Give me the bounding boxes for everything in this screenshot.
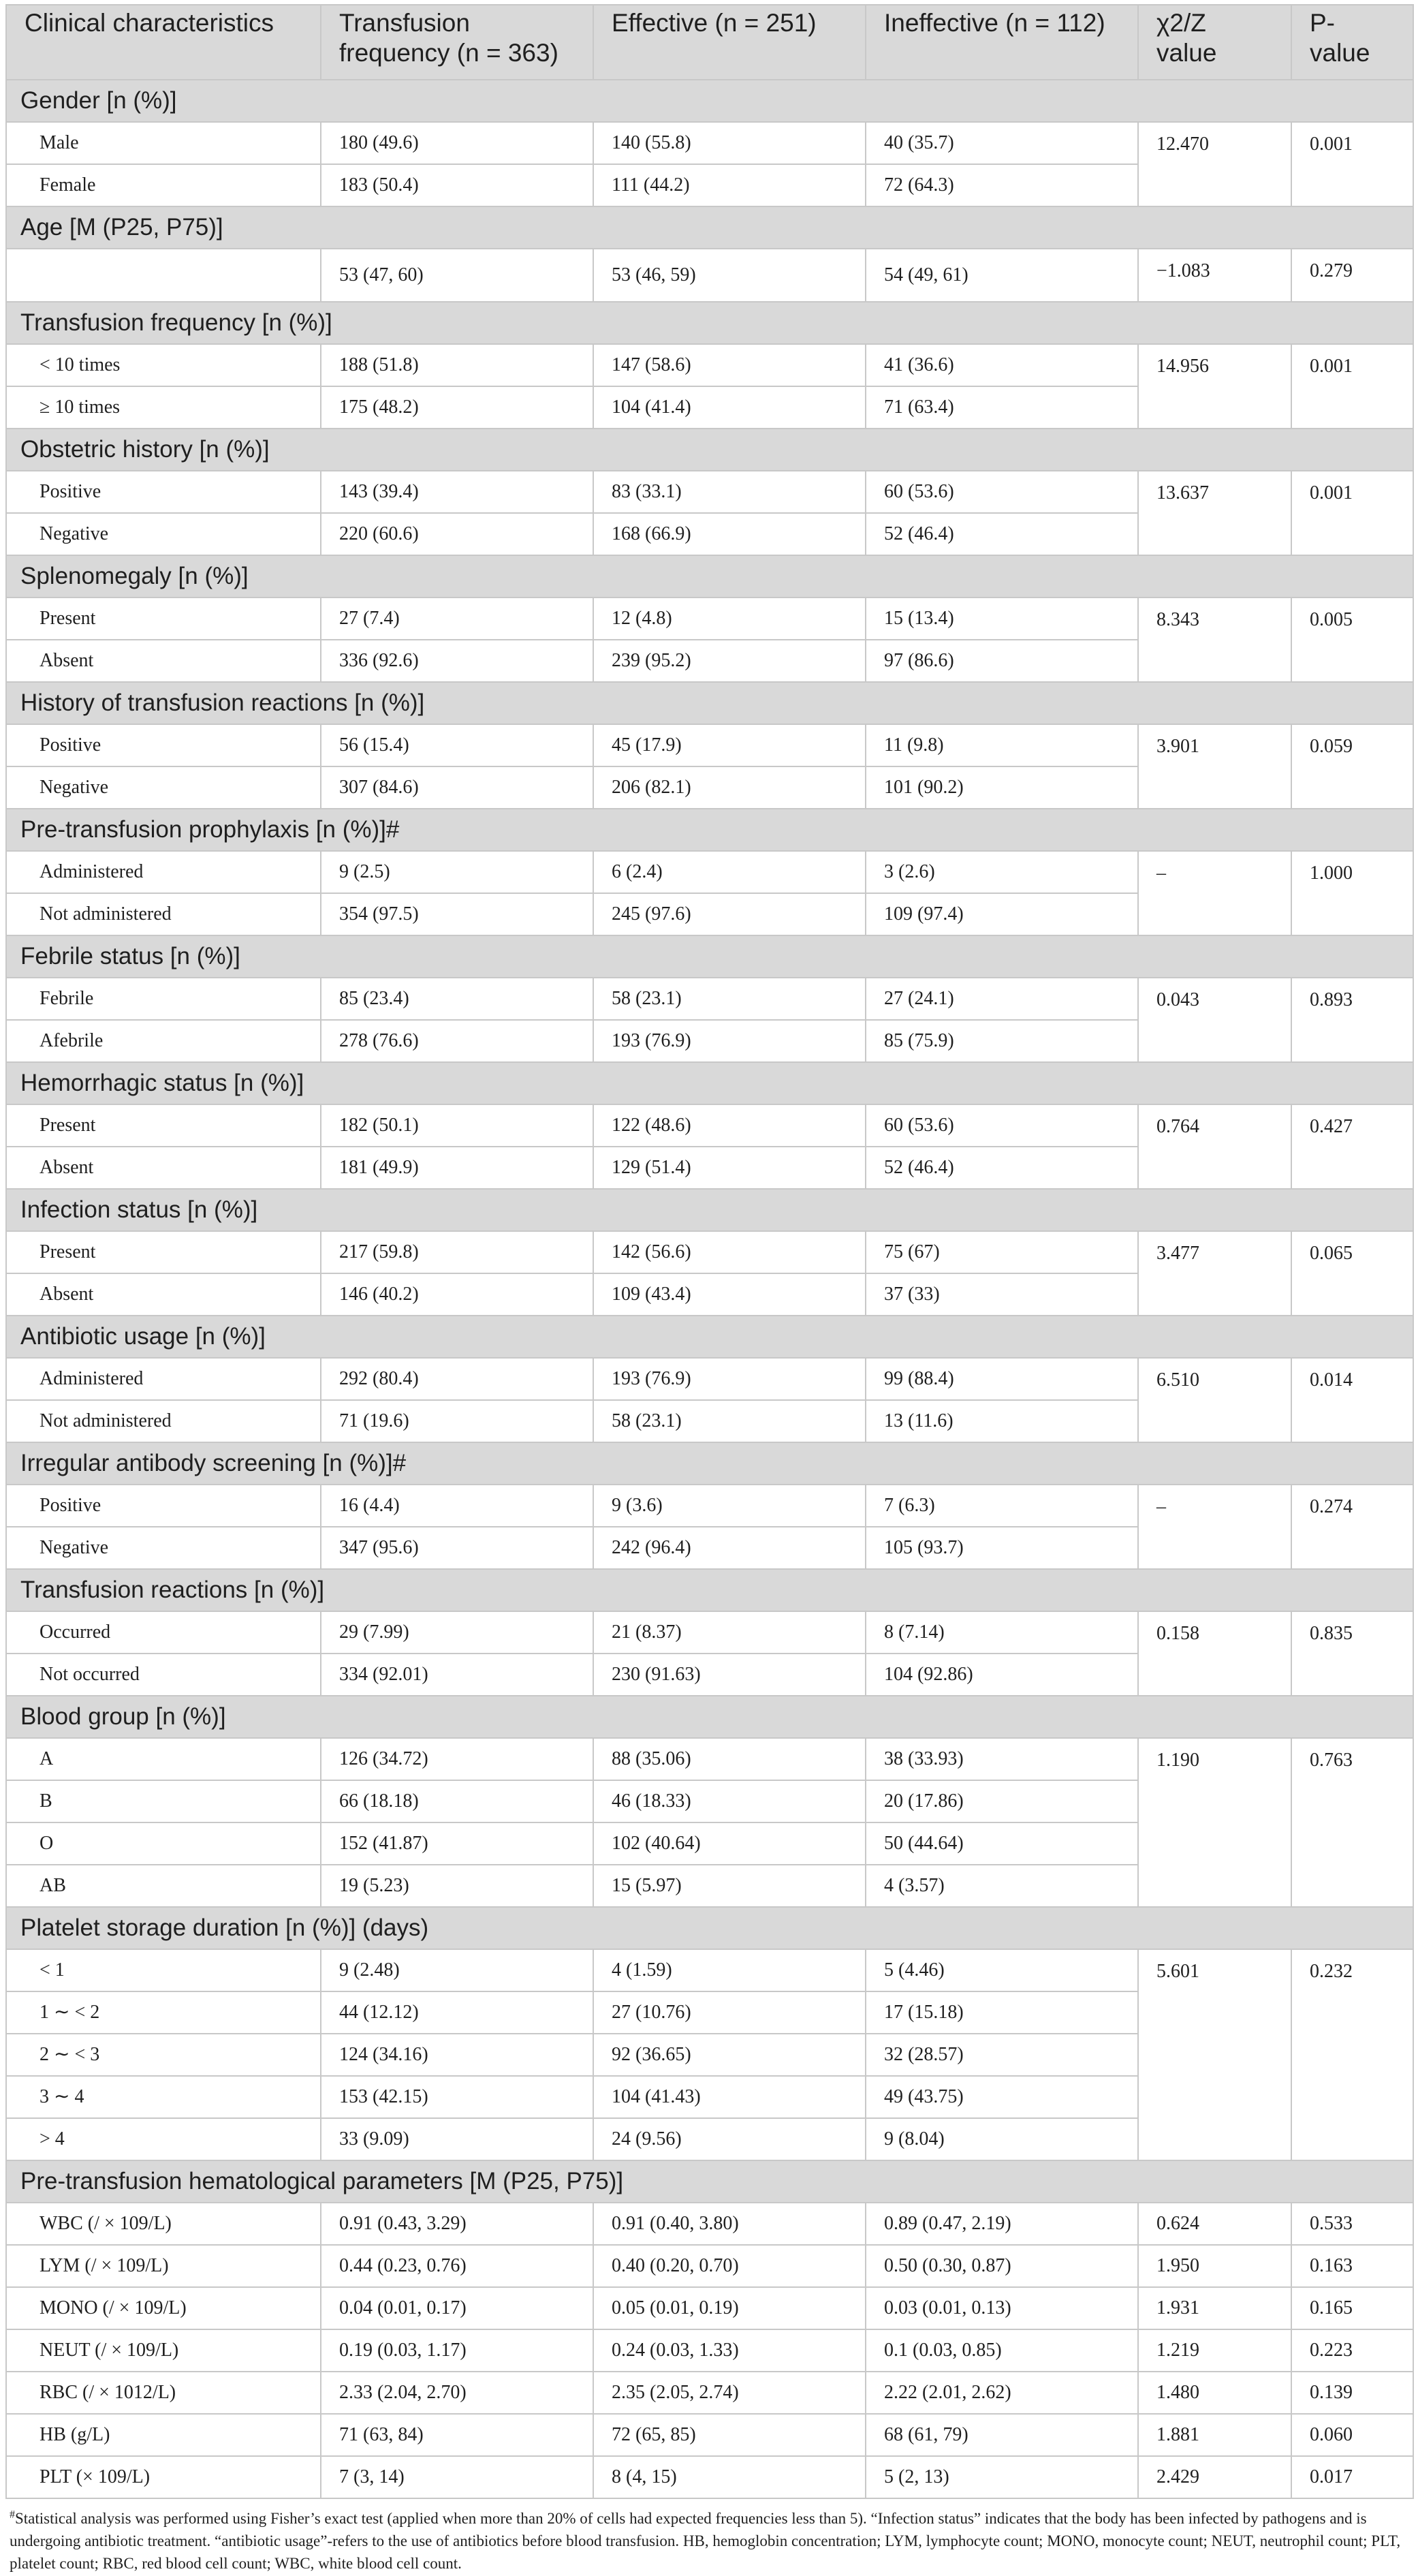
cell-p-value: 0.165: [1291, 2287, 1413, 2329]
table-body: [6, 80, 1413, 2498]
cell-transfusion-frequency: 220 (60.6): [321, 513, 593, 555]
cell-ineffective: 17 (15.18): [866, 1991, 1138, 2034]
cell-ineffective: 5 (4.46): [866, 1949, 1138, 1991]
header-statistic: χ2/Z value: [1138, 5, 1291, 80]
cell-ineffective: 85 (75.9): [866, 1020, 1138, 1062]
group-header-row: [6, 935, 1413, 978]
cell-transfusion-frequency: 16 (4.4): [321, 1485, 593, 1527]
header-characteristics: Clinical characteristics: [6, 5, 321, 80]
cell-transfusion-frequency: 27 (7.4): [321, 598, 593, 640]
cell-p-value: 0.163: [1291, 2245, 1413, 2287]
cell-ineffective: 101 (90.2): [866, 766, 1138, 809]
row-label: ≥ 10 times: [6, 386, 321, 429]
cell-effective: 9 (3.6): [593, 1485, 866, 1527]
row-label: Present: [6, 1104, 321, 1147]
row-label: PLT (× 109/L): [6, 2456, 321, 2498]
cell-ineffective: 37 (33): [866, 1273, 1138, 1316]
cell-statistic: 1.219: [1138, 2329, 1291, 2372]
cell-p-value: 0.065: [1291, 1231, 1413, 1316]
cell-statistic: 0.624: [1138, 2203, 1291, 2245]
cell-effective: 0.24 (0.03, 1.33): [593, 2329, 866, 2372]
cell-ineffective: 50 (44.64): [866, 1822, 1138, 1865]
row-label: Negative: [6, 513, 321, 555]
cell-effective: 92 (36.65): [593, 2034, 866, 2076]
cell-statistic: 1.190: [1138, 1738, 1291, 1907]
clinical-characteristics-table: [5, 4, 1414, 2499]
row-label: Absent: [6, 640, 321, 682]
table-row: [6, 2245, 1413, 2287]
cell-transfusion-frequency: 9 (2.48): [321, 1949, 593, 1991]
cell-p-value: 0.017: [1291, 2456, 1413, 2498]
cell-effective: 58 (23.1): [593, 978, 866, 1020]
cell-ineffective: 0.89 (0.47, 2.19): [866, 2203, 1138, 2245]
table-row: [6, 1738, 1413, 1780]
group-title: Age [M (P25, P75)]: [6, 206, 1413, 249]
row-label: Absent: [6, 1147, 321, 1189]
cell-ineffective: 99 (88.4): [866, 1358, 1138, 1400]
cell-transfusion-frequency: 53 (47, 60): [321, 249, 593, 302]
cell-effective: 193 (76.9): [593, 1358, 866, 1400]
row-label: Male: [6, 122, 321, 164]
header-ineffective: Ineffective (n = 112): [866, 5, 1138, 80]
cell-effective: 58 (23.1): [593, 1400, 866, 1442]
cell-p-value: 0.279: [1291, 249, 1413, 302]
row-label: [6, 249, 321, 302]
cell-transfusion-frequency: 124 (34.16): [321, 2034, 593, 2076]
group-header-row: [6, 80, 1413, 122]
table-row: [6, 1611, 1413, 1654]
group-title: Irregular antibody screening [n (%)]#: [6, 1442, 1413, 1485]
cell-ineffective: 5 (2, 13): [866, 2456, 1138, 2498]
cell-ineffective: 32 (28.57): [866, 2034, 1138, 2076]
table-row: [6, 2287, 1413, 2329]
table-row: [6, 2456, 1413, 2498]
cell-ineffective: 105 (93.7): [866, 1527, 1138, 1569]
cell-effective: 109 (43.4): [593, 1273, 866, 1316]
cell-transfusion-frequency: 180 (49.6): [321, 122, 593, 164]
cell-ineffective: 40 (35.7): [866, 122, 1138, 164]
cell-p-value: 0.274: [1291, 1485, 1413, 1569]
group-title: Febrile status [n (%)]: [6, 935, 1413, 978]
cell-p-value: 0.005: [1291, 598, 1413, 682]
group-header-row: [6, 555, 1413, 598]
cell-statistic: 1.480: [1138, 2372, 1291, 2414]
table-row: [6, 2414, 1413, 2456]
row-label: B: [6, 1780, 321, 1822]
cell-ineffective: 60 (53.6): [866, 1104, 1138, 1147]
cell-transfusion-frequency: 9 (2.5): [321, 851, 593, 893]
table-row: [6, 724, 1413, 766]
table-row: [6, 598, 1413, 640]
cell-ineffective: 54 (49, 61): [866, 249, 1138, 302]
row-label: Present: [6, 598, 321, 640]
cell-ineffective: 27 (24.1): [866, 978, 1138, 1020]
group-title: Antibiotic usage [n (%)]: [6, 1316, 1413, 1358]
footnote-text: Statistical analysis was performed using Fisher’s exact test (applied when more than 20% of cells had expected frequencies less than 5). “Infection status” indicates that the body has been infected by pathogens and is undergoing antibiotic treatment. “antibiotic usage”-refers to the use of antibiotics before blood transfusion. HB, hemoglobin concentration; LYM, lymphocyte count; MONO, monocyte count; NEUT, neutrophil count; PLT, platelet count; RBC, red blood cell count; WBC, white blood cell count.: [10, 2510, 1401, 2572]
cell-transfusion-frequency: 334 (92.01): [321, 1654, 593, 1696]
cell-ineffective: 8 (7.14): [866, 1611, 1138, 1654]
cell-ineffective: 71 (63.4): [866, 386, 1138, 429]
cell-transfusion-frequency: 175 (48.2): [321, 386, 593, 429]
group-title: Blood group [n (%)]: [6, 1696, 1413, 1738]
cell-ineffective: 52 (46.4): [866, 513, 1138, 555]
cell-effective: 88 (35.06): [593, 1738, 866, 1780]
row-label: Febrile: [6, 978, 321, 1020]
cell-ineffective: 0.50 (0.30, 0.87): [866, 2245, 1138, 2287]
cell-effective: 27 (10.76): [593, 1991, 866, 2034]
cell-transfusion-frequency: 146 (40.2): [321, 1273, 593, 1316]
cell-transfusion-frequency: 0.91 (0.43, 3.29): [321, 2203, 593, 2245]
row-label: < 10 times: [6, 344, 321, 386]
cell-ineffective: 4 (3.57): [866, 1865, 1138, 1907]
row-label: Not occurred: [6, 1654, 321, 1696]
cell-ineffective: 75 (67): [866, 1231, 1138, 1273]
cell-ineffective: 68 (61, 79): [866, 2414, 1138, 2456]
group-header-row: [6, 809, 1413, 851]
cell-transfusion-frequency: 336 (92.6): [321, 640, 593, 682]
cell-p-value: 0.223: [1291, 2329, 1413, 2372]
table-row: [6, 2203, 1413, 2245]
cell-transfusion-frequency: 56 (15.4): [321, 724, 593, 766]
cell-transfusion-frequency: 182 (50.1): [321, 1104, 593, 1147]
row-label: LYM (/ × 109/L): [6, 2245, 321, 2287]
cell-statistic: –: [1138, 1485, 1291, 1569]
group-title: Pre-transfusion hematological parameters [M (P25, P75)]: [6, 2160, 1413, 2203]
cell-ineffective: 38 (33.93): [866, 1738, 1138, 1780]
row-label: Negative: [6, 766, 321, 809]
cell-effective: 193 (76.9): [593, 1020, 866, 1062]
cell-effective: 142 (56.6): [593, 1231, 866, 1273]
table-row: [6, 122, 1413, 164]
row-label: Administered: [6, 1358, 321, 1400]
row-label: Afebrile: [6, 1020, 321, 1062]
cell-effective: 4 (1.59): [593, 1949, 866, 1991]
table-document: [5, 4, 1413, 2575]
cell-effective: 104 (41.4): [593, 386, 866, 429]
cell-transfusion-frequency: 152 (41.87): [321, 1822, 593, 1865]
cell-ineffective: 13 (11.6): [866, 1400, 1138, 1442]
cell-effective: 15 (5.97): [593, 1865, 866, 1907]
group-title: Infection status [n (%)]: [6, 1189, 1413, 1231]
cell-p-value: 0.232: [1291, 1949, 1413, 2160]
group-title: Platelet storage duration [n (%)] (days): [6, 1907, 1413, 1949]
cell-ineffective: 20 (17.86): [866, 1780, 1138, 1822]
row-label: 3 ∼ 4: [6, 2076, 321, 2118]
table-row: [6, 1485, 1413, 1527]
cell-ineffective: 3 (2.6): [866, 851, 1138, 893]
cell-statistic: 13.637: [1138, 471, 1291, 555]
table-row: [6, 1358, 1413, 1400]
group-header-row: [6, 302, 1413, 344]
row-label: < 1: [6, 1949, 321, 1991]
cell-p-value: 0.533: [1291, 2203, 1413, 2245]
cell-p-value: 0.059: [1291, 724, 1413, 809]
group-header-row: [6, 1189, 1413, 1231]
row-label: Administered: [6, 851, 321, 893]
row-label: > 4: [6, 2118, 321, 2160]
table-row: [6, 2372, 1413, 2414]
cell-p-value: 1.000: [1291, 851, 1413, 935]
cell-ineffective: 109 (97.4): [866, 893, 1138, 935]
cell-transfusion-frequency: 188 (51.8): [321, 344, 593, 386]
row-label: Female: [6, 164, 321, 206]
cell-transfusion-frequency: 0.04 (0.01, 0.17): [321, 2287, 593, 2329]
group-title: History of transfusion reactions [n (%)]: [6, 682, 1413, 724]
cell-effective: 53 (46, 59): [593, 249, 866, 302]
cell-ineffective: 9 (8.04): [866, 2118, 1138, 2160]
cell-effective: 111 (44.2): [593, 164, 866, 206]
cell-statistic: 2.429: [1138, 2456, 1291, 2498]
cell-effective: 102 (40.64): [593, 1822, 866, 1865]
cell-statistic: 1.931: [1138, 2287, 1291, 2329]
cell-statistic: 0.764: [1138, 1104, 1291, 1189]
cell-effective: 129 (51.4): [593, 1147, 866, 1189]
cell-ineffective: 0.1 (0.03, 0.85): [866, 2329, 1138, 2372]
table-footnote: [5, 2499, 1413, 2575]
row-label: Negative: [6, 1527, 321, 1569]
row-label: RBC (/ × 1012/L): [6, 2372, 321, 2414]
table-row: [6, 471, 1413, 513]
cell-statistic: 8.343: [1138, 598, 1291, 682]
cell-statistic: −1.083: [1138, 249, 1291, 302]
cell-effective: 245 (97.6): [593, 893, 866, 935]
cell-effective: 83 (33.1): [593, 471, 866, 513]
cell-statistic: 12.470: [1138, 122, 1291, 206]
cell-statistic: 3.477: [1138, 1231, 1291, 1316]
cell-ineffective: 15 (13.4): [866, 598, 1138, 640]
cell-effective: 21 (8.37): [593, 1611, 866, 1654]
cell-effective: 168 (66.9): [593, 513, 866, 555]
cell-p-value: 0.893: [1291, 978, 1413, 1062]
cell-transfusion-frequency: 29 (7.99): [321, 1611, 593, 1654]
cell-effective: 72 (65, 85): [593, 2414, 866, 2456]
cell-statistic: 1.950: [1138, 2245, 1291, 2287]
cell-effective: 8 (4, 15): [593, 2456, 866, 2498]
table-row: [6, 1104, 1413, 1147]
cell-effective: 230 (91.63): [593, 1654, 866, 1696]
row-label: WBC (/ × 109/L): [6, 2203, 321, 2245]
cell-statistic: 3.901: [1138, 724, 1291, 809]
table-row: [6, 1949, 1413, 1991]
row-label: HB (g/L): [6, 2414, 321, 2456]
cell-effective: 104 (41.43): [593, 2076, 866, 2118]
footnote-marker: #: [10, 2509, 15, 2521]
cell-ineffective: 49 (43.75): [866, 2076, 1138, 2118]
group-title: Hemorrhagic status [n (%)]: [6, 1062, 1413, 1104]
cell-transfusion-frequency: 347 (95.6): [321, 1527, 593, 1569]
group-title: Transfusion reactions [n (%)]: [6, 1569, 1413, 1611]
group-header-row: [6, 1442, 1413, 1485]
cell-effective: 6 (2.4): [593, 851, 866, 893]
table-row: [6, 978, 1413, 1020]
cell-transfusion-frequency: 143 (39.4): [321, 471, 593, 513]
table-header-row: [6, 5, 1413, 80]
cell-p-value: 0.835: [1291, 1611, 1413, 1696]
cell-effective: 46 (18.33): [593, 1780, 866, 1822]
cell-effective: 147 (58.6): [593, 344, 866, 386]
group-title: Transfusion frequency [n (%)]: [6, 302, 1413, 344]
cell-ineffective: 97 (86.6): [866, 640, 1138, 682]
header-transfusion-frequency: Transfusion frequency (n = 363): [321, 5, 593, 80]
group-header-row: [6, 1569, 1413, 1611]
cell-transfusion-frequency: 71 (19.6): [321, 1400, 593, 1442]
table-row: [6, 851, 1413, 893]
group-header-row: [6, 1062, 1413, 1104]
row-label: Positive: [6, 724, 321, 766]
cell-p-value: 0.014: [1291, 1358, 1413, 1442]
header-effective: Effective (n = 251): [593, 5, 866, 80]
group-header-row: [6, 1316, 1413, 1358]
cell-effective: 0.05 (0.01, 0.19): [593, 2287, 866, 2329]
cell-transfusion-frequency: 354 (97.5): [321, 893, 593, 935]
row-label: Absent: [6, 1273, 321, 1316]
row-label: NEUT (/ × 109/L): [6, 2329, 321, 2372]
cell-effective: 242 (96.4): [593, 1527, 866, 1569]
cell-ineffective: 2.22 (2.01, 2.62): [866, 2372, 1138, 2414]
row-label: Present: [6, 1231, 321, 1273]
cell-statistic: –: [1138, 851, 1291, 935]
cell-statistic: 14.956: [1138, 344, 1291, 429]
cell-p-value: 0.001: [1291, 122, 1413, 206]
group-header-row: [6, 429, 1413, 471]
header-p-value: P-value: [1291, 5, 1413, 80]
cell-transfusion-frequency: 66 (18.18): [321, 1780, 593, 1822]
table-row: [6, 344, 1413, 386]
cell-effective: 239 (95.2): [593, 640, 866, 682]
cell-ineffective: 104 (92.86): [866, 1654, 1138, 1696]
cell-transfusion-frequency: 292 (80.4): [321, 1358, 593, 1400]
cell-effective: 2.35 (2.05, 2.74): [593, 2372, 866, 2414]
row-label: Not administered: [6, 893, 321, 935]
cell-effective: 24 (9.56): [593, 2118, 866, 2160]
table-row: [6, 1231, 1413, 1273]
cell-statistic: 6.510: [1138, 1358, 1291, 1442]
row-label: AB: [6, 1865, 321, 1907]
cell-ineffective: 7 (6.3): [866, 1485, 1138, 1527]
cell-effective: 140 (55.8): [593, 122, 866, 164]
group-header-row: [6, 1696, 1413, 1738]
cell-transfusion-frequency: 44 (12.12): [321, 1991, 593, 2034]
group-header-row: [6, 206, 1413, 249]
cell-ineffective: 52 (46.4): [866, 1147, 1138, 1189]
row-label: 2 ∼ < 3: [6, 2034, 321, 2076]
cell-ineffective: 41 (36.6): [866, 344, 1138, 386]
row-label: MONO (/ × 109/L): [6, 2287, 321, 2329]
cell-effective: 0.91 (0.40, 3.80): [593, 2203, 866, 2245]
cell-statistic: 1.881: [1138, 2414, 1291, 2456]
cell-statistic: 5.601: [1138, 1949, 1291, 2160]
cell-effective: 122 (48.6): [593, 1104, 866, 1147]
cell-transfusion-frequency: 181 (49.9): [321, 1147, 593, 1189]
table-row: [6, 2329, 1413, 2372]
group-title: Gender [n (%)]: [6, 80, 1413, 122]
cell-p-value: 0.427: [1291, 1104, 1413, 1189]
cell-transfusion-frequency: 7 (3, 14): [321, 2456, 593, 2498]
cell-ineffective: 72 (64.3): [866, 164, 1138, 206]
cell-ineffective: 0.03 (0.01, 0.13): [866, 2287, 1138, 2329]
cell-p-value: 0.001: [1291, 471, 1413, 555]
cell-effective: 45 (17.9): [593, 724, 866, 766]
cell-transfusion-frequency: 217 (59.8): [321, 1231, 593, 1273]
row-label: O: [6, 1822, 321, 1865]
row-label: 1 ∼ < 2: [6, 1991, 321, 2034]
row-label: Not administered: [6, 1400, 321, 1442]
group-header-row: [6, 2160, 1413, 2203]
group-title: Splenomegaly [n (%)]: [6, 555, 1413, 598]
cell-statistic: 0.043: [1138, 978, 1291, 1062]
cell-p-value: 0.060: [1291, 2414, 1413, 2456]
cell-statistic: 0.158: [1138, 1611, 1291, 1696]
cell-transfusion-frequency: 85 (23.4): [321, 978, 593, 1020]
cell-effective: 12 (4.8): [593, 598, 866, 640]
group-title: Obstetric history [n (%)]: [6, 429, 1413, 471]
cell-ineffective: 11 (9.8): [866, 724, 1138, 766]
cell-transfusion-frequency: 307 (84.6): [321, 766, 593, 809]
cell-p-value: 0.139: [1291, 2372, 1413, 2414]
cell-transfusion-frequency: 71 (63, 84): [321, 2414, 593, 2456]
cell-effective: 0.40 (0.20, 0.70): [593, 2245, 866, 2287]
cell-transfusion-frequency: 153 (42.15): [321, 2076, 593, 2118]
group-header-row: [6, 682, 1413, 724]
cell-transfusion-frequency: 126 (34.72): [321, 1738, 593, 1780]
cell-p-value: 0.001: [1291, 344, 1413, 429]
group-title: Pre-transfusion prophylaxis [n (%)]#: [6, 809, 1413, 851]
cell-ineffective: 60 (53.6): [866, 471, 1138, 513]
table-row: [6, 249, 1413, 302]
group-header-row: [6, 1907, 1413, 1949]
cell-transfusion-frequency: 0.19 (0.03, 1.17): [321, 2329, 593, 2372]
cell-transfusion-frequency: 33 (9.09): [321, 2118, 593, 2160]
row-label: Positive: [6, 1485, 321, 1527]
row-label: Positive: [6, 471, 321, 513]
cell-transfusion-frequency: 278 (76.6): [321, 1020, 593, 1062]
row-label: Occurred: [6, 1611, 321, 1654]
cell-transfusion-frequency: 0.44 (0.23, 0.76): [321, 2245, 593, 2287]
row-label: A: [6, 1738, 321, 1780]
cell-transfusion-frequency: 2.33 (2.04, 2.70): [321, 2372, 593, 2414]
cell-transfusion-frequency: 19 (5.23): [321, 1865, 593, 1907]
cell-effective: 206 (82.1): [593, 766, 866, 809]
cell-transfusion-frequency: 183 (50.4): [321, 164, 593, 206]
cell-p-value: 0.763: [1291, 1738, 1413, 1907]
